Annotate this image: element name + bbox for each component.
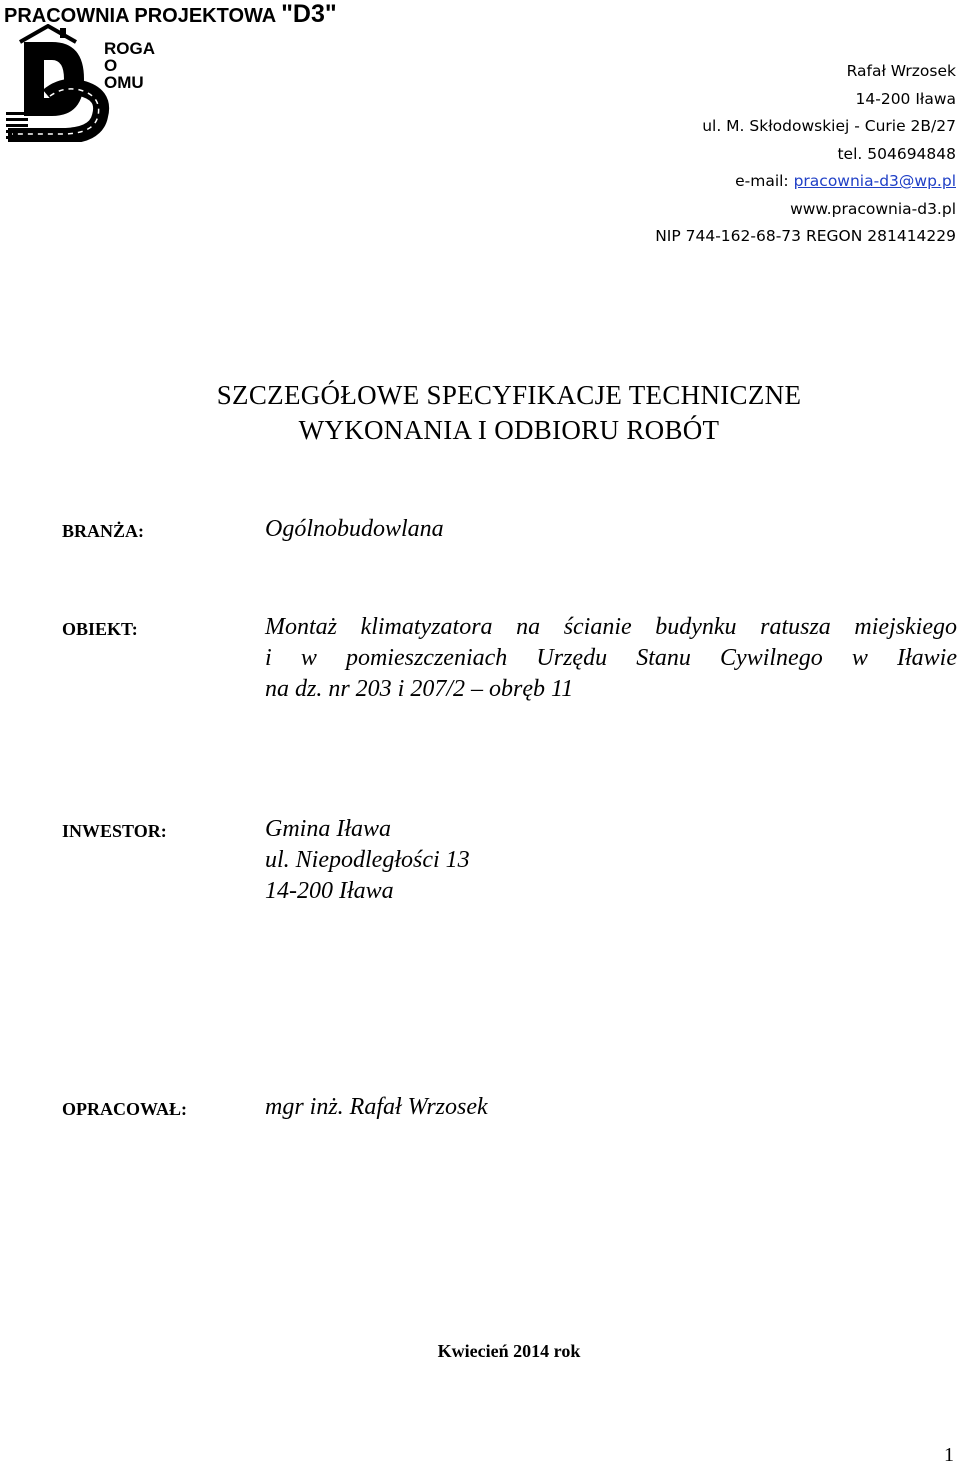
document-title-line-2: WYKONANIA I ODBIORU ROBÓT: [298, 415, 720, 445]
logo-title-code: "D3": [281, 0, 337, 28]
contact-phone: tel. 504694848: [837, 144, 956, 163]
obiekt-label: OBIEKT:: [62, 619, 138, 639]
contact-email-link[interactable]: pracownia-d3@wp.pl: [793, 172, 956, 190]
inwestor-line-3: 14-200 Iława: [265, 878, 394, 904]
logo-word-3: OMU: [104, 73, 144, 92]
branza-value: Ogólnobudowlana: [265, 516, 444, 542]
opracowal-label: OPRACOWAŁ:: [62, 1099, 187, 1119]
contact-website: www.pracownia-d3.pl: [790, 199, 956, 218]
logo-word-2: O: [104, 56, 118, 75]
contact-nip-regon: NIP 744-162-68-73 REGON 281414229: [655, 227, 956, 245]
obiekt-value: [265, 612, 957, 705]
logo-word-1: ROGA: [104, 39, 155, 58]
inwestor-value: [265, 814, 470, 907]
logo-title-prefix: PRACOWNIA PROJEKTOWA: [4, 5, 276, 27]
obiekt-line-3-start: na dz.: [265, 676, 329, 702]
obiekt-line-2: i w pomieszczeniach Urzędu Stanu Cywilnego w Iławie: [265, 645, 957, 671]
contact-street: ul. M. Skłodowskiej - Curie 2B/27: [702, 117, 956, 135]
branza-label: BRANŻA:: [62, 521, 145, 541]
document-date: Kwiecień 2014 rok: [437, 1341, 581, 1361]
contact-city: 14-200 Iława: [855, 89, 956, 108]
inwestor-line-2: ul. Niepodległości 13: [265, 847, 470, 873]
company-logo-icon: [2, 24, 120, 142]
inwestor-line-1: Gmina Iława: [265, 816, 391, 842]
obiekt-line-3-end: nr 203 i 207/2 – obręb 11: [328, 676, 574, 702]
contact-name: Rafał Wrzosek: [846, 62, 956, 80]
document-title-line-1: SZCZEGÓŁOWE SPECYFIKACJE TECHNICZNE: [216, 380, 802, 410]
page-number: 1: [944, 1444, 954, 1466]
contact-block: [655, 58, 956, 251]
obiekt-line-1: Montaż klimatyzatora na ścianie budynku ratusza miejskiego: [265, 614, 957, 640]
opracowal-value: mgr inż. Rafał Wrzosek: [265, 1094, 488, 1120]
obiekt-line-3: [265, 674, 957, 705]
inwestor-label: INWESTOR:: [62, 821, 167, 841]
contact-email-label: e-mail:: [735, 172, 789, 190]
contact-email-row: [655, 168, 956, 196]
